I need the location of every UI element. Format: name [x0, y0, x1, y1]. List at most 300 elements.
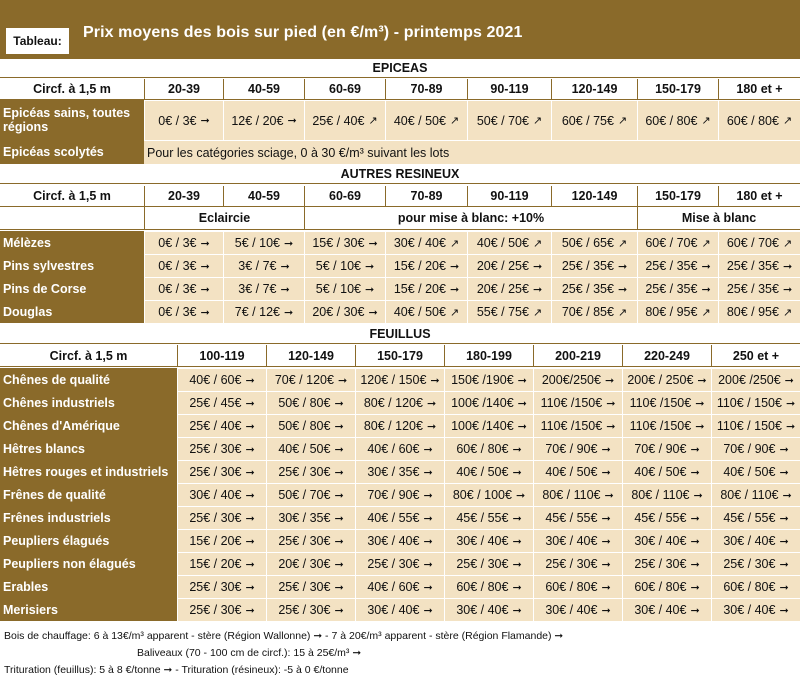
- arrow-up-right-icon: ↗: [449, 306, 460, 319]
- table-cell: [718, 100, 800, 140]
- arrow-right-icon: ➞: [701, 260, 711, 273]
- section-feuillus: FEUILLUS: [0, 325, 800, 344]
- row-label: Hêtres rouges et industriels: [0, 460, 177, 483]
- cell-value: 25€ / 35€: [645, 259, 698, 273]
- row-label: Merisiers: [0, 598, 177, 621]
- arrow-right-icon: ➞: [449, 260, 460, 273]
- table-cell: [444, 575, 533, 598]
- cell-value: 5€ / 10€: [234, 236, 280, 250]
- table-cell: [355, 460, 444, 483]
- arrow-right-icon: ➞: [779, 466, 789, 479]
- cell-value: 30€ / 40€: [367, 603, 420, 617]
- cell-value: 25€ / 35€: [726, 282, 779, 296]
- arrow-right-icon: ➞: [779, 512, 789, 525]
- arrow-right-icon: ➞: [532, 283, 543, 296]
- table-cell: [177, 506, 266, 529]
- row-label: Epicéas sains, toutes régions: [0, 100, 144, 140]
- cell-value: 80€ / 100€: [452, 488, 512, 502]
- cell-value: 5€ / 10€: [315, 259, 361, 273]
- group-header: pour mise à blanc: +10%: [304, 207, 637, 229]
- table-row: [0, 506, 800, 529]
- table-cell: [177, 460, 266, 483]
- table-cell: [266, 460, 355, 483]
- table-cell: [444, 391, 533, 414]
- cell-value: 50€ / 70€: [278, 488, 331, 502]
- arrow-right-icon: ➞: [423, 466, 433, 479]
- cell-value: 15€ / 30€: [312, 236, 365, 250]
- row-label: Erables: [0, 575, 177, 598]
- table-cell: [622, 437, 711, 460]
- arrow-up-right-icon: ↗: [782, 237, 793, 250]
- arrow-right-icon: ➞: [423, 489, 433, 502]
- cell-value: 15€ / 20€: [189, 534, 242, 548]
- table-row: [0, 414, 800, 437]
- row-label: Pins de Corse: [0, 277, 144, 300]
- table-cell: [444, 598, 533, 621]
- arrow-right-icon: ➞: [784, 374, 794, 387]
- table-cell: [467, 254, 551, 277]
- col-header: 70-89: [385, 79, 467, 99]
- arrow-right-icon: ➞: [334, 489, 344, 502]
- cell-value: 40€ / 50€: [634, 465, 687, 479]
- arrow-up-right-icon: ↗: [617, 237, 628, 250]
- cell-value: 15€ / 20€: [393, 282, 446, 296]
- table-row: [0, 552, 800, 575]
- cell-value: 0€ / 3€: [158, 113, 197, 128]
- arrow-right-icon: ➞: [423, 581, 433, 594]
- table-cell: [444, 437, 533, 460]
- col-header-label: Circf. à 1,5 m: [0, 345, 177, 366]
- arrow-right-icon: ➞: [782, 489, 792, 502]
- row-label: Frênes de qualité: [0, 483, 177, 506]
- arrow-right-icon: ➞: [604, 489, 614, 502]
- table-cell: [385, 231, 467, 254]
- column-header-row: [0, 79, 800, 100]
- col-header: 200-219: [533, 345, 622, 366]
- cell-value: 25€ / 30€: [189, 465, 242, 479]
- table-cell: [622, 414, 711, 437]
- table-cell: [467, 300, 551, 323]
- arrow-right-icon: ➞: [245, 558, 255, 571]
- arrow-right-icon: ➞: [364, 260, 375, 273]
- table-row: [0, 277, 800, 300]
- arrow-right-icon: ➞: [334, 604, 344, 617]
- arrow-right-icon: ➞: [779, 443, 789, 456]
- cell-value: 30€ / 35€: [278, 511, 331, 525]
- arrow-right-icon: ➞: [334, 420, 344, 433]
- table-row: [0, 100, 800, 140]
- table-cell: [551, 300, 637, 323]
- table-cell: [711, 391, 800, 414]
- table-cell: [444, 529, 533, 552]
- cell-value: 120€ / 150€: [360, 373, 427, 387]
- arrow-right-icon: ➞: [200, 306, 210, 319]
- cell-value: 15€ / 20€: [189, 557, 242, 571]
- note-trituration: Trituration (feuillus): 5 à 8 €/tonne ➞ - Trituration (résineux): -5 à 0 €/tonne: [4, 664, 349, 676]
- cell-value: 0€ / 3€: [158, 236, 197, 250]
- arrow-right-icon: ➞: [690, 512, 700, 525]
- arrow-right-icon: ➞: [287, 115, 297, 127]
- table-cell: [711, 368, 800, 391]
- cell-value: 80€ / 120€: [363, 396, 423, 410]
- table-cell: [304, 254, 385, 277]
- cell-value: 80€ / 95€: [726, 305, 779, 319]
- table-cell: [533, 529, 622, 552]
- col-header: 180 et +: [718, 79, 800, 99]
- arrow-up-right-icon: ↗: [532, 115, 543, 127]
- cell-value: 70€ / 90€: [723, 442, 776, 456]
- cell-value: 110€ /150€: [540, 396, 603, 410]
- col-header: 60-69: [304, 186, 385, 206]
- arrow-right-icon: ➞: [785, 420, 796, 433]
- table-cell: [718, 231, 800, 254]
- cell-value: 80€ / 110€: [631, 488, 690, 502]
- table-cell: [533, 483, 622, 506]
- arrow-right-icon: ➞: [423, 558, 433, 571]
- table-cell: [177, 552, 266, 575]
- cell-value: 30€ / 40€: [634, 534, 687, 548]
- col-header: 70-89: [385, 186, 467, 206]
- arrow-right-icon: ➞: [512, 581, 522, 594]
- table-cell: [711, 506, 800, 529]
- table-row: [0, 598, 800, 621]
- arrow-right-icon: ➞: [690, 443, 700, 456]
- cell-value: 25€ / 30€: [189, 603, 242, 617]
- table-cell: [266, 506, 355, 529]
- table-header-bar: [0, 0, 800, 59]
- cell-value: 45€ / 55€: [723, 511, 776, 525]
- cell-value: 25€ / 30€: [189, 442, 242, 456]
- row-label: Epicéas scolytés: [0, 140, 144, 164]
- cell-value: 80€ / 120€: [363, 419, 423, 433]
- cell-value: 80€ / 110€: [542, 488, 601, 502]
- cell-value: 25€ / 30€: [723, 557, 776, 571]
- table-cell: [622, 460, 711, 483]
- cell-value: 0€ / 3€: [158, 305, 197, 319]
- arrow-right-icon: ➞: [517, 420, 527, 433]
- arrow-right-icon: ➞: [697, 374, 707, 387]
- col-header: 90-119: [467, 186, 551, 206]
- col-header: 90-119: [467, 79, 551, 99]
- table-cell: [223, 254, 304, 277]
- cell-value: 25€ / 35€: [726, 259, 779, 273]
- table-cell: [223, 100, 304, 140]
- cell-value: 30€ / 40€: [456, 603, 509, 617]
- col-header: 250 et +: [711, 345, 800, 366]
- cell-value: 30€ / 40€: [456, 534, 509, 548]
- cell-value: 70€ / 85€: [561, 305, 614, 319]
- arrow-right-icon: ➞: [449, 283, 460, 296]
- table-cell: [223, 300, 304, 323]
- arrow-right-icon: ➞: [701, 283, 711, 296]
- table-cell: [177, 368, 266, 391]
- table-cell: [144, 231, 223, 254]
- table-cell: [144, 100, 223, 140]
- cell-value: 70€ / 120€: [274, 373, 334, 387]
- arrow-right-icon: ➞: [512, 443, 522, 456]
- table-cell: [177, 437, 266, 460]
- cell-value: 25€ / 35€: [645, 282, 698, 296]
- table-cell: [551, 254, 637, 277]
- col-header: 120-149: [551, 186, 637, 206]
- arrow-right-icon: ➞: [334, 443, 344, 456]
- table-cell: [266, 391, 355, 414]
- cell-value: 25€ / 30€: [456, 557, 509, 571]
- table-cell: [467, 231, 551, 254]
- table-cell: [637, 100, 718, 140]
- arrow-right-icon: ➞: [368, 306, 378, 319]
- arrow-up-right-icon: ↗: [532, 237, 543, 250]
- cell-value: 80€ / 95€: [645, 305, 698, 319]
- arrow-up-right-icon: ↗: [701, 237, 711, 250]
- table-cell: [533, 437, 622, 460]
- arrow-right-icon: ➞: [512, 512, 522, 525]
- arrow-up-right-icon: ↗: [368, 115, 378, 127]
- col-header: 120-149: [551, 79, 637, 99]
- table-cell: [304, 231, 385, 254]
- table-cell: [622, 575, 711, 598]
- cell-value: 60€ / 80€: [645, 113, 698, 128]
- table-cell: [355, 437, 444, 460]
- col-header: 100-119: [177, 345, 266, 366]
- cell-value: 100€ /140€: [451, 396, 514, 410]
- cell-value: 25€ / 30€: [189, 511, 242, 525]
- cell-value: 25€ / 45€: [189, 396, 242, 410]
- arrow-right-icon: ➞: [430, 374, 440, 387]
- cell-value: 25€ / 30€: [278, 465, 331, 479]
- col-header: 150-179: [355, 345, 444, 366]
- cell-value: 110€ /150€: [629, 396, 692, 410]
- arrow-right-icon: ➞: [690, 558, 700, 571]
- table-cell: [177, 575, 266, 598]
- table-cell: [711, 460, 800, 483]
- table-cell: [304, 277, 385, 300]
- table-cell: [177, 414, 266, 437]
- table-cell: [177, 529, 266, 552]
- cell-value: 30€ / 40€: [634, 603, 687, 617]
- arrow-right-icon: ➞: [364, 283, 375, 296]
- cell-value: 25€ / 30€: [278, 603, 331, 617]
- table-cell: [533, 598, 622, 621]
- arrow-right-icon: ➞: [334, 512, 344, 525]
- cell-value: 30€ / 40€: [189, 488, 242, 502]
- row-label: Pins sylvestres: [0, 254, 144, 277]
- table-cell: [266, 414, 355, 437]
- cell-value: 40€ / 60€: [367, 442, 420, 456]
- table-row: [0, 575, 800, 598]
- arrow-right-icon: ➞: [617, 283, 628, 296]
- cell-value: 0€ / 3€: [158, 282, 197, 296]
- table-cell: Pour les catégories sciage, 0 à 30 €/m³ suivant les lots: [144, 140, 800, 164]
- arrow-right-icon: ➞: [426, 397, 437, 410]
- table-cell: [223, 277, 304, 300]
- row-label: Chênes d'Amérique: [0, 414, 177, 437]
- cell-value: 110€ / 150€: [716, 396, 782, 410]
- arrow-right-icon: ➞: [423, 443, 433, 456]
- arrow-right-icon: ➞: [695, 397, 705, 410]
- table-cell: [444, 552, 533, 575]
- cell-value: 30€ / 40€: [723, 534, 776, 548]
- table-cell: [177, 391, 266, 414]
- table-cell: [622, 598, 711, 621]
- col-header: 20-39: [144, 186, 223, 206]
- cell-value: 70€ / 90€: [545, 442, 598, 456]
- table-cell: [385, 277, 467, 300]
- arrow-up-right-icon: ↗: [449, 237, 460, 250]
- arrow-up-right-icon: ↗: [532, 306, 543, 319]
- cell-value: 25€ / 40€: [312, 113, 365, 128]
- table-cell: [144, 300, 223, 323]
- cell-value: 45€ / 55€: [456, 511, 509, 525]
- arrow-right-icon: ➞: [200, 237, 210, 250]
- row-label: Mélèzes: [0, 231, 144, 254]
- table-cell: [711, 575, 800, 598]
- table-cell: [266, 552, 355, 575]
- table-cell: [266, 598, 355, 621]
- table-cell: [718, 254, 800, 277]
- arrow-right-icon: ➞: [334, 581, 344, 594]
- table-cell: [266, 529, 355, 552]
- table-cell: [622, 483, 711, 506]
- arrow-right-icon: ➞: [532, 260, 543, 273]
- cell-value: 25€ / 30€: [634, 557, 687, 571]
- table-row: [0, 483, 800, 506]
- arrow-right-icon: ➞: [423, 535, 433, 548]
- cell-value: 60€ / 70€: [645, 236, 698, 250]
- cell-value: 40€ / 50€: [476, 236, 529, 250]
- table-cell: [177, 483, 266, 506]
- cell-value: 45€ / 55€: [634, 511, 687, 525]
- arrow-right-icon: ➞: [782, 260, 793, 273]
- cell-value: 55€ / 75€: [476, 305, 529, 319]
- arrow-right-icon: ➞: [601, 604, 611, 617]
- cell-value: 110€ /150€: [540, 419, 603, 433]
- arrow-right-icon: ➞: [245, 581, 255, 594]
- arrow-right-icon: ➞: [601, 558, 611, 571]
- arrow-right-icon: ➞: [779, 581, 789, 594]
- arrow-right-icon: ➞: [280, 283, 290, 296]
- group-header-row: [0, 207, 800, 230]
- arrow-right-icon: ➞: [200, 283, 210, 296]
- cell-value: 5€ / 10€: [315, 282, 361, 296]
- arrow-right-icon: ➞: [695, 420, 705, 433]
- cell-value: 60€ / 80€: [456, 442, 509, 456]
- table-cell: [444, 368, 533, 391]
- table-cell: [355, 414, 444, 437]
- arrow-up-right-icon: ↗: [617, 306, 628, 319]
- row-label: Chênes de qualité: [0, 368, 177, 391]
- table-cell: [622, 552, 711, 575]
- cell-value: 200€ / 250€: [627, 373, 694, 387]
- arrow-right-icon: ➞: [606, 397, 616, 410]
- arrow-right-icon: ➞: [283, 237, 294, 250]
- table-row: [0, 368, 800, 391]
- col-header: 150-179: [637, 186, 718, 206]
- col-header: 120-149: [266, 345, 355, 366]
- cell-value: 40€ / 50€: [456, 465, 509, 479]
- table-cell: [266, 437, 355, 460]
- table-cell: [718, 277, 800, 300]
- cell-value: 12€ / 20€: [231, 113, 284, 128]
- table-cell: [355, 529, 444, 552]
- arrow-right-icon: ➞: [334, 535, 344, 548]
- cell-value: 20€ / 25€: [476, 282, 529, 296]
- row-label: Chênes industriels: [0, 391, 177, 414]
- arrow-right-icon: ➞: [517, 397, 527, 410]
- arrow-right-icon: ➞: [512, 604, 522, 617]
- table-cell: [533, 552, 622, 575]
- arrow-right-icon: ➞: [423, 604, 433, 617]
- cell-value: 20€ / 25€: [476, 259, 529, 273]
- cell-value: 70€ / 90€: [634, 442, 687, 456]
- table-cell: [622, 506, 711, 529]
- arrow-right-icon: ➞: [515, 489, 526, 502]
- cell-value: 25€ / 30€: [278, 580, 331, 594]
- cell-value: 40€ / 50€: [545, 465, 598, 479]
- cell-value: 50€ / 70€: [476, 113, 529, 128]
- arrow-right-icon: ➞: [512, 466, 522, 479]
- cell-value: 40€ / 50€: [278, 442, 331, 456]
- table-cell: [223, 231, 304, 254]
- group-header: Eclaircie: [144, 207, 304, 229]
- cell-value: 50€ / 80€: [278, 396, 331, 410]
- cell-value: 15€ / 20€: [393, 259, 446, 273]
- arrow-up-right-icon: ↗: [701, 115, 711, 127]
- arrow-right-icon: ➞: [245, 420, 255, 433]
- section-resineux: AUTRES RESINEUX: [0, 165, 800, 184]
- table-cell: [467, 277, 551, 300]
- arrow-right-icon: ➞: [517, 374, 527, 387]
- table-cell: [266, 575, 355, 598]
- table-cell: [637, 254, 718, 277]
- cell-value: 30€ / 40€: [367, 534, 420, 548]
- arrow-right-icon: ➞: [337, 374, 348, 387]
- row-label: Frênes industriels: [0, 506, 177, 529]
- cell-value: 60€ / 80€: [545, 580, 598, 594]
- cell-value: 25€ / 30€: [189, 580, 242, 594]
- cell-value: 40€ / 60€: [367, 580, 420, 594]
- arrow-right-icon: ➞: [245, 489, 255, 502]
- arrow-right-icon: ➞: [601, 466, 611, 479]
- column-header-row: [0, 186, 800, 207]
- arrow-right-icon: ➞: [200, 260, 210, 273]
- row-label: Hêtres blancs: [0, 437, 177, 460]
- arrow-right-icon: ➞: [334, 558, 344, 571]
- cell-value: 30€ / 35€: [367, 465, 420, 479]
- table-row: [0, 529, 800, 552]
- arrow-right-icon: ➞: [334, 397, 344, 410]
- group-header: Mise à blanc: [637, 207, 800, 229]
- arrow-right-icon: ➞: [423, 512, 433, 525]
- table-cell: [637, 300, 718, 323]
- table-cell: [355, 391, 444, 414]
- cell-value: 60€ / 75€: [561, 113, 614, 128]
- cell-value: 20€ / 30€: [312, 305, 365, 319]
- table-cell: [444, 483, 533, 506]
- arrow-right-icon: ➞: [601, 581, 611, 594]
- cell-value: 25€ / 30€: [367, 557, 420, 571]
- arrow-right-icon: ➞: [245, 604, 255, 617]
- table-row: [0, 437, 800, 460]
- cell-value: 200€/250€: [541, 373, 601, 387]
- table-cell: [711, 598, 800, 621]
- cell-value: 60€ / 80€: [456, 580, 509, 594]
- cell-value: 40€ / 55€: [367, 511, 420, 525]
- row-label: Peupliers non élagués: [0, 552, 177, 575]
- table-cell: [355, 598, 444, 621]
- table-cell: [551, 277, 637, 300]
- table-cell: [718, 300, 800, 323]
